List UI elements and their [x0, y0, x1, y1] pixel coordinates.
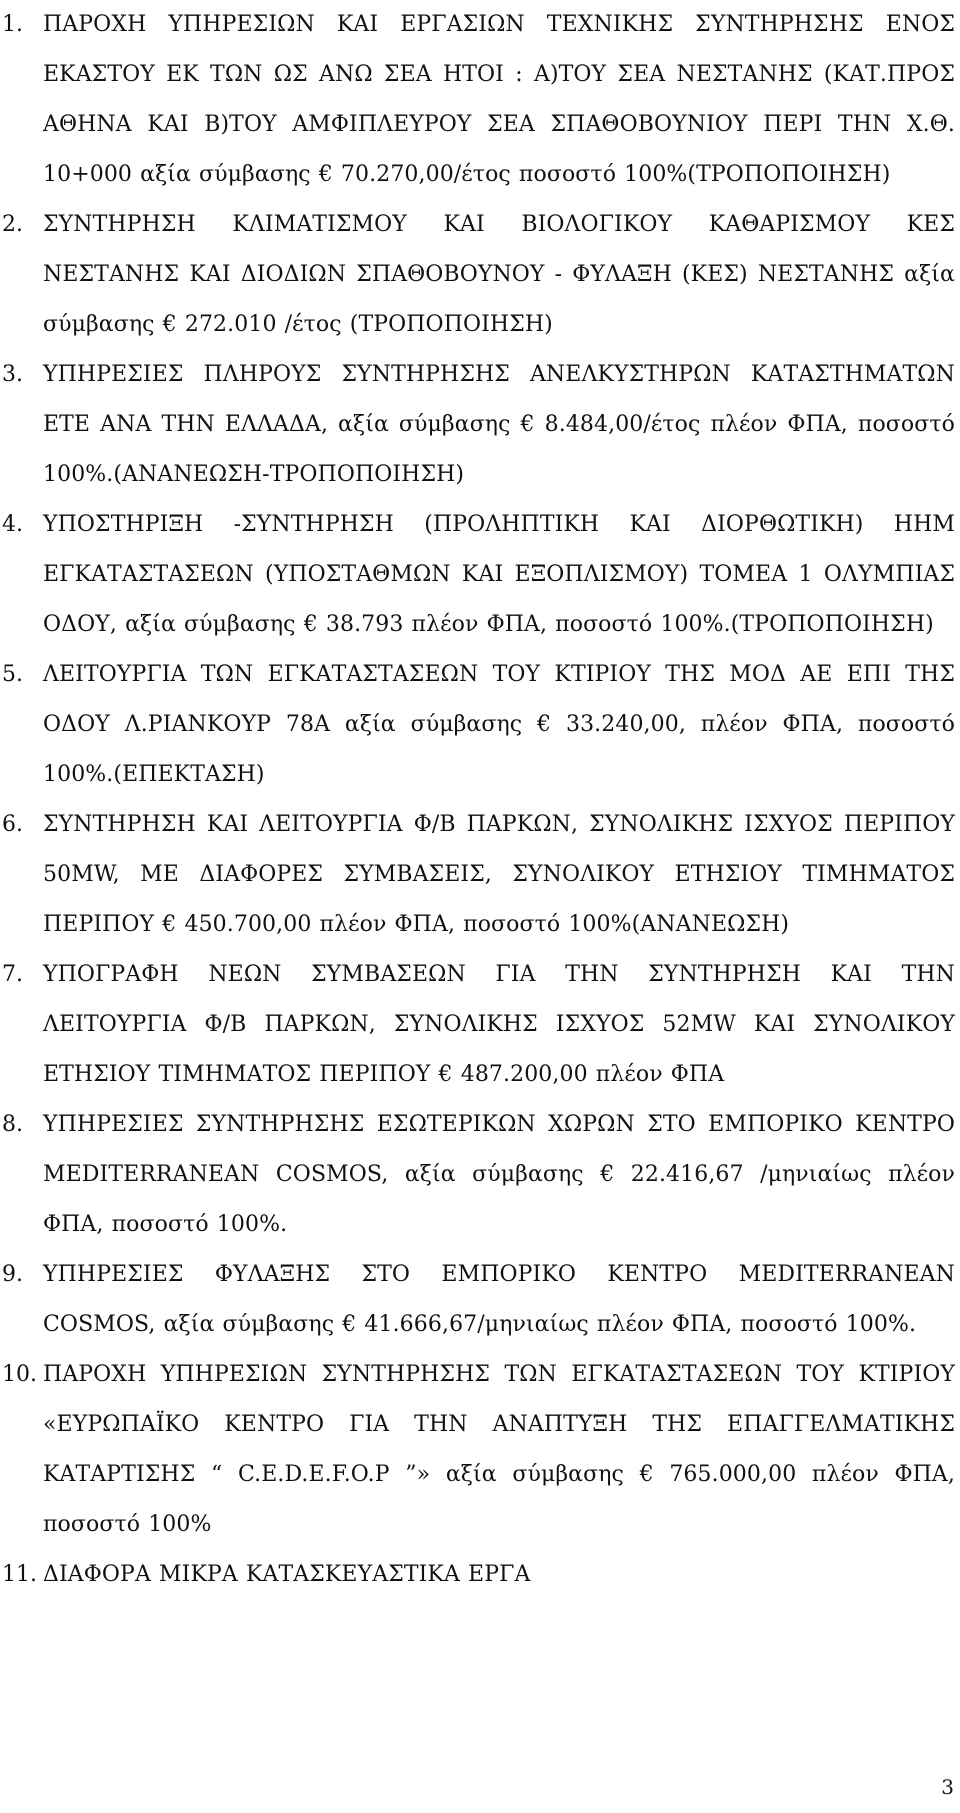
- item-text: ΣΥΝΤΗΡΗΣΗ ΚΛΙΜΑΤΙΣΜΟΥ ΚΑΙ ΒΙΟΛΟΓΙΚΟΥ ΚΑΘΑΡΙΣΜΟΥ ΚΕΣ ΝΕΣΤΑΝΗΣ ΚΑΙ ΔΙΟΔΙΩΝ ΣΠΑΘΟΒΟΥΝΟΥ - ΦΥΛΑΞΗ (ΚΕΣ) ΝΕΣΤΑΝΗΣ αξία σύμβασης € 272.010 /έτος (ΤΡΟΠΟΠΟΙΗΣΗ): [43, 212, 955, 337]
- list-item: [0, 0, 955, 200]
- item-number: 8.: [2, 1112, 23, 1137]
- item-text: ΠΑΡΟΧΗ ΥΠΗΡΕΣΙΩΝ ΣΥΝΤΗΡΗΣΗΣ ΤΩΝ ΕΓΚΑΤΑΣΤΑΣΕΩΝ ΤΟΥ ΚΤΙΡΙΟΥ «ΕΥΡΩΠΑΪΚΟ ΚΕΝΤΡΟ ΓΙΑ ΤΗΝ ΑΝΑΠΤΥΞΗ ΤΗΣ ΕΠΑΓΓΕΛΜΑΤΙΚΗΣ ΚΑΤΑΡΤΙΣΗΣ “ C.E.D.E.F.O.P ”» αξία σύμβασης € 765.000,00 πλέον ΦΠΑ, ποσοστό 100%: [43, 1362, 955, 1537]
- item-number: 5.: [2, 662, 23, 687]
- item-text: ΥΠΗΡΕΣΙΕΣ ΣΥΝΤΗΡΗΣΗΣ ΕΣΩΤΕΡΙΚΩΝ ΧΩΡΩΝ ΣΤΟ ΕΜΠΟΡΙΚΟ ΚΕΝΤΡΟ MEDITERRANEAN COSMOS, αξία σύμβασης € 22.416,67 /μηνιαίως πλέον ΦΠΑ, ποσοστό 100%.: [43, 1112, 955, 1237]
- list-item: [0, 1550, 955, 1600]
- list-item: [0, 950, 955, 1100]
- item-text: ΛΕΙΤΟΥΡΓΙΑ ΤΩΝ ΕΓΚΑΤΑΣΤΑΣΕΩΝ ΤΟΥ ΚΤΙΡΙΟΥ ΤΗΣ ΜΟΔ ΑΕ ΕΠΙ ΤΗΣ ΟΔΟΥ Λ.ΡΙΑΝΚΟΥΡ 78Α αξία σύμβασης € 33.240,00, πλέον ΦΠΑ, ποσοστό 100%.(ΕΠΕΚΤΑΣΗ): [43, 662, 955, 787]
- item-number: 4.: [2, 512, 23, 537]
- list-item: [0, 800, 955, 950]
- item-number: 1.: [2, 12, 23, 37]
- item-number: 6.: [2, 812, 23, 837]
- page-number: 3: [941, 1775, 954, 1799]
- list-item: [0, 1250, 955, 1350]
- list-item: [0, 200, 955, 350]
- item-text: ΥΠΟΓΡΑΦΗ ΝΕΩΝ ΣΥΜΒΑΣΕΩΝ ΓΙΑ ΤΗΝ ΣΥΝΤΗΡΗΣΗ ΚΑΙ ΤΗΝ ΛΕΙΤΟΥΡΓΙΑ Φ/Β ΠΑΡΚΩΝ, ΣΥΝΟΛΙΚΗΣ ΙΣΧΥΟΣ 52MW ΚΑΙ ΣΥΝΟΛΙΚΟΥ ΕΤΗΣΙΟΥ ΤΙΜΗΜΑΤΟΣ ΠΕΡΙΠΟΥ € 487.200,00 πλέον ΦΠΑ: [43, 962, 955, 1087]
- item-text: ΔΙΑΦΟΡΑ ΜΙΚΡΑ ΚΑΤΑΣΚΕΥΑΣΤΙΚΑ ΕΡΓΑ: [43, 1562, 531, 1587]
- item-text: ΥΠΟΣΤΗΡΙΞΗ -ΣΥΝΤΗΡΗΣΗ (ΠΡΟΛΗΠΤΙΚΗ ΚΑΙ ΔΙΟΡΘΩΤΙΚΗ) ΗΗΜ ΕΓΚΑΤΑΣΤΑΣΕΩΝ (ΥΠΟΣΤΑΘΜΩΝ ΚΑΙ ΕΞΟΠΛΙΣΜΟΥ) ΤΟΜΕΑ 1 ΟΛΥΜΠΙΑΣ ΟΔΟΥ, αξία σύμβασης € 38.793 πλέον ΦΠΑ, ποσοστό 100%.(ΤΡΟΠΟΠΟΙΗΣΗ): [43, 512, 955, 637]
- item-text: ΠΑΡΟΧΗ ΥΠΗΡΕΣΙΩΝ ΚΑΙ ΕΡΓΑΣΙΩΝ ΤΕΧΝΙΚΗΣ ΣΥΝΤΗΡΗΣΗΣ ΕΝΟΣ ΕΚΑΣΤΟΥ ΕΚ ΤΩΝ ΩΣ ΑΝΩ ΣΕΑ ΗΤΟΙ : Α)ΤΟΥ ΣΕΑ ΝΕΣΤΑΝΗΣ (ΚΑΤ.ΠΡΟΣ ΑΘΗΝΑ ΚΑΙ Β)ΤΟΥ ΑΜΦΙΠΛΕΥΡΟΥ ΣΕΑ ΣΠΑΘΟΒΟΥΝΙΟΥ ΠΕΡΙ ΤΗΝ Χ.Θ. 10+000 αξία σύμβασης € 70.270,00/έτος ποσοστό 100%(ΤΡΟΠΟΠΟΙΗΣΗ): [43, 12, 955, 187]
- item-text: ΣΥΝΤΗΡΗΣΗ ΚΑΙ ΛΕΙΤΟΥΡΓΙΑ Φ/Β ΠΑΡΚΩΝ, ΣΥΝΟΛΙΚΗΣ ΙΣΧΥΟΣ ΠΕΡΙΠΟΥ 50MW, ΜΕ ΔΙΑΦΟΡΕΣ ΣΥΜΒΑΣΕΙΣ, ΣΥΝΟΛΙΚΟΥ ΕΤΗΣΙΟΥ ΤΙΜΗΜΑΤΟΣ ΠΕΡΙΠΟΥ € 450.700,00 πλέον ΦΠΑ, ποσοστό 100%(ΑΝΑΝΕΩΣΗ): [43, 812, 955, 937]
- item-number: 10.: [2, 1362, 37, 1387]
- list-item: [0, 350, 955, 500]
- item-number: 2.: [2, 212, 23, 237]
- item-text: ΥΠΗΡΕΣΙΕΣ ΠΛΗΡΟΥΣ ΣΥΝΤΗΡΗΣΗΣ ΑΝΕΛΚΥΣΤΗΡΩΝ ΚΑΤΑΣΤΗΜΑΤΩΝ ΕΤΕ ΑΝΑ ΤΗΝ ΕΛΛΑΔΑ, αξία σύμβασης € 8.484,00/έτος πλέον ΦΠΑ, ποσοστό 100%.(ΑΝΑΝΕΩΣΗ-ΤΡΟΠΟΠΟΙΗΣΗ): [43, 362, 955, 487]
- item-number: 7.: [2, 962, 23, 987]
- item-number: 11.: [2, 1562, 37, 1587]
- item-number: 9.: [2, 1262, 23, 1287]
- item-text: ΥΠΗΡΕΣΙΕΣ ΦΥΛΑΞΗΣ ΣΤΟ ΕΜΠΟΡΙΚΟ ΚΕΝΤΡΟ MEDITERRANEAN COSMOS, αξία σύμβασης € 41.666,67/μηνιαίως πλέον ΦΠΑ, ποσοστό 100%.: [43, 1262, 955, 1337]
- list-item: [0, 1100, 955, 1250]
- list-item: [0, 500, 955, 650]
- item-number: 3.: [2, 362, 23, 387]
- list-item: [0, 650, 955, 800]
- list-item: [0, 1350, 955, 1550]
